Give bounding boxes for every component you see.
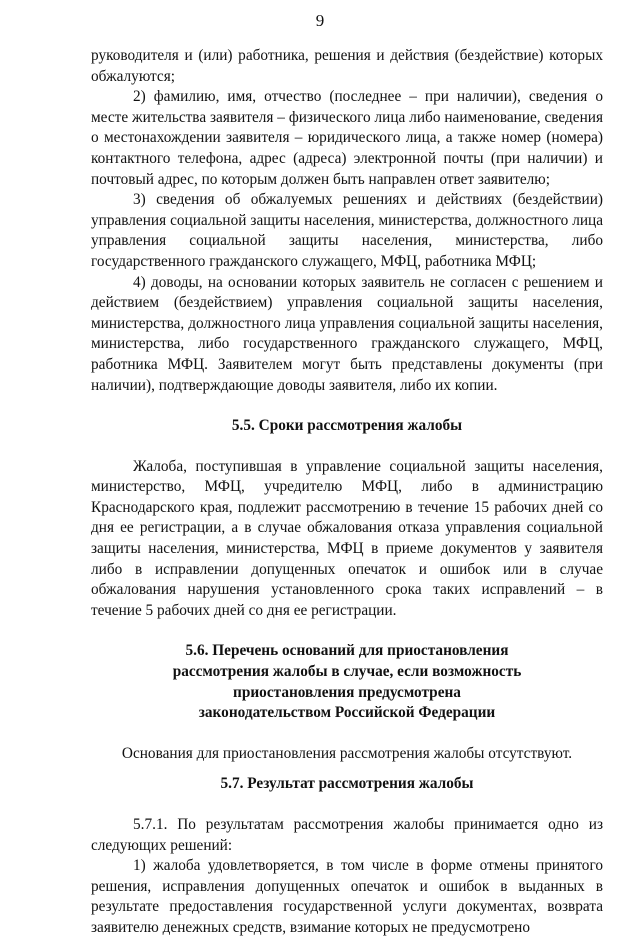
section-5-7-heading: 5.7. Результат рассмотрения жалобы: [220, 775, 474, 793]
section-5-6-heading: [91, 641, 603, 723]
section-5-7-item-1-text: 1) жалоба удовлетворяется, в том числе в форме отмены принятого решения, исправления допущенных опечаток и ошибок в выданных в результате предоставления государственной услуги документах, возврата заявителю денежных средств, взимание которых не предусмотрено: [91, 857, 603, 936]
paragraph-continuation: руководителя и (или) работника, решения и действия (бездействие) которых обжалуются;: [91, 47, 603, 85]
page-number: 9: [315, 11, 325, 30]
paragraph-item-4: 4) доводы, на основании которых заявитель не согласен с решением и действием (бездействием) управления социальной защиты населения, министерства, должностного лица управления социальной защиты населения, министерства, либо государственного гражданского служащего, МФЦ, работника МФЦ. Заявителем могут быть представлены документы (при наличии), подтверждающие доводы заявителя, либо их копии.: [91, 273, 603, 394]
section-5-5-heading: 5.5. Сроки рассмотрения жалобы: [231, 417, 463, 435]
section-5-6-text: Основания для приостановления рассмотрения жалобы отсутствуют.: [121, 744, 573, 762]
section-5-7-1-text: 5.7.1. По результатам рассмотрения жалобы принимается одно из следующих решений:: [91, 816, 603, 854]
paragraph-item-3: 3) сведения об обжалуемых решениях и действиях (бездействии) управления социальной защиты населения, министерства, должностного лица управления социальной защиты населения, министерства, либо государственного гражданского служащего, МФЦ, работника МФЦ;: [91, 191, 603, 270]
section-5-6-heading-line: 5.6. Перечень оснований для приостановления: [185, 642, 509, 660]
section-5-6-heading-line: приостановления предусмотрена: [233, 683, 461, 701]
section-5-6-heading-line: рассмотрения жалобы в случае, если возможность: [172, 663, 522, 681]
section-5-5-text: Жалоба, поступившая в управление социальной защиты населения, министерство, МФЦ, учредителю МФЦ, либо в администрацию Краснодарского края, подлежит рассмотрению в течение 15 рабочих дней со дня ее регистрации, а в случае обжалования отказа управления социальной защиты населения, министерства, МФЦ в приеме документов у заявителя либо в исправлении допущенных опечаток и ошибок или в случае обжалования нарушения установленного срока таких исправлений – в течение 5 рабочих дней со дня ее регистрации.: [91, 457, 603, 619]
paragraph-item-2: 2) фамилию, имя, отчество (последнее – при наличии), сведения о месте жительства заявителя – физического лица либо наименование, сведения о местонахождении заявителя – юридического лица, а также номер (номера) контактного телефона, адрес (адреса) электронной почты (при наличии) и почтовый адрес, по которым должен быть направлен ответ заявителю;: [91, 88, 603, 188]
section-5-6-heading-line: законодательством Российской Федерации: [198, 704, 496, 722]
document-body: [91, 46, 603, 939]
